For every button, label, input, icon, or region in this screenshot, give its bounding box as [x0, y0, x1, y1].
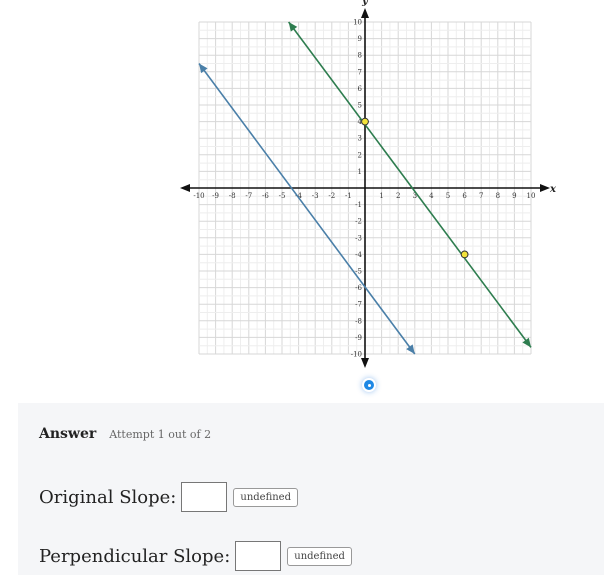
x-axis-arrow-left-icon — [180, 184, 190, 192]
perpendicular-slope-row — [39, 541, 352, 571]
y-axis-label: y — [362, 0, 368, 7]
y-tick-label: 7 — [357, 68, 362, 77]
y-axis-arrow-up-icon — [361, 8, 369, 18]
perpendicular-undefined-button[interactable]: undefined — [287, 547, 352, 566]
x-tick-label: 6 — [462, 192, 467, 200]
x-tick-label: 5 — [445, 192, 451, 200]
x-tick-label: 8 — [495, 192, 501, 200]
x-tick-label: 4 — [429, 192, 434, 200]
y-tick-label: -10 — [350, 350, 362, 359]
y-tick-label: 6 — [357, 84, 362, 93]
y-tick-label: -2 — [355, 217, 362, 226]
original-slope-row — [39, 482, 298, 512]
y-axis-arrow-down-icon — [361, 358, 369, 368]
attempt-counter: Attempt 1 out of 2 — [109, 428, 212, 441]
x-tick-label: 9 — [512, 192, 517, 200]
x-tick-label: 2 — [395, 192, 401, 200]
x-tick-label: -8 — [228, 192, 236, 200]
y-tick-label: 9 — [357, 35, 362, 44]
y-tick-label: -4 — [355, 250, 362, 259]
x-axis-label: x — [550, 184, 556, 195]
perpendicular-slope-label: Perpendicular Slope: — [39, 545, 231, 567]
y-tick-label: 10 — [353, 18, 362, 27]
y-tick-label: -7 — [355, 300, 362, 309]
y-tick-label: 4 — [357, 118, 362, 127]
x-tick-label: -10 — [193, 192, 205, 200]
x-tick-label: 3 — [412, 192, 418, 200]
plot-point[interactable] — [461, 251, 468, 258]
y-tick-label: -6 — [355, 284, 362, 293]
x-tick-label: -2 — [328, 192, 336, 200]
y-tick-label: 2 — [357, 151, 362, 160]
y-tick-label: 1 — [357, 167, 362, 176]
perpendicular-slope-input[interactable] — [235, 541, 281, 571]
x-tick-label: -4 — [295, 192, 303, 200]
x-tick-label: -5 — [278, 192, 286, 200]
x-tick-label: -7 — [245, 192, 253, 200]
y-tick-label: 3 — [357, 134, 362, 143]
y-tick-label: -3 — [355, 234, 362, 243]
x-tick-label: 7 — [478, 192, 484, 200]
x-tick-label: -6 — [261, 192, 269, 200]
answer-header — [39, 426, 211, 442]
y-tick-label: 8 — [357, 51, 362, 60]
y-tick-label: -8 — [355, 317, 362, 326]
x-axis-arrow-right-icon — [540, 184, 550, 192]
y-tick-label: -9 — [355, 333, 362, 342]
x-tick-label: 1 — [379, 192, 384, 200]
x-tick-label: -9 — [212, 192, 220, 200]
original-slope-input[interactable] — [181, 482, 227, 512]
answer-title: Answer — [39, 426, 97, 442]
cursor-indicator-icon — [362, 378, 376, 392]
y-tick-label: -5 — [355, 267, 362, 276]
y-tick-label: 5 — [357, 101, 362, 110]
x-tick-label: 10 — [526, 192, 536, 200]
x-tick-label: -1 — [344, 192, 352, 200]
plot-point[interactable] — [362, 118, 369, 125]
original-undefined-button[interactable]: undefined — [233, 488, 298, 507]
y-tick-label: -1 — [355, 201, 362, 210]
original-slope-label: Original Slope: — [39, 486, 177, 508]
x-tick-label: -3 — [311, 192, 319, 200]
series-line-2 — [289, 22, 531, 347]
answer-panel — [18, 403, 604, 575]
